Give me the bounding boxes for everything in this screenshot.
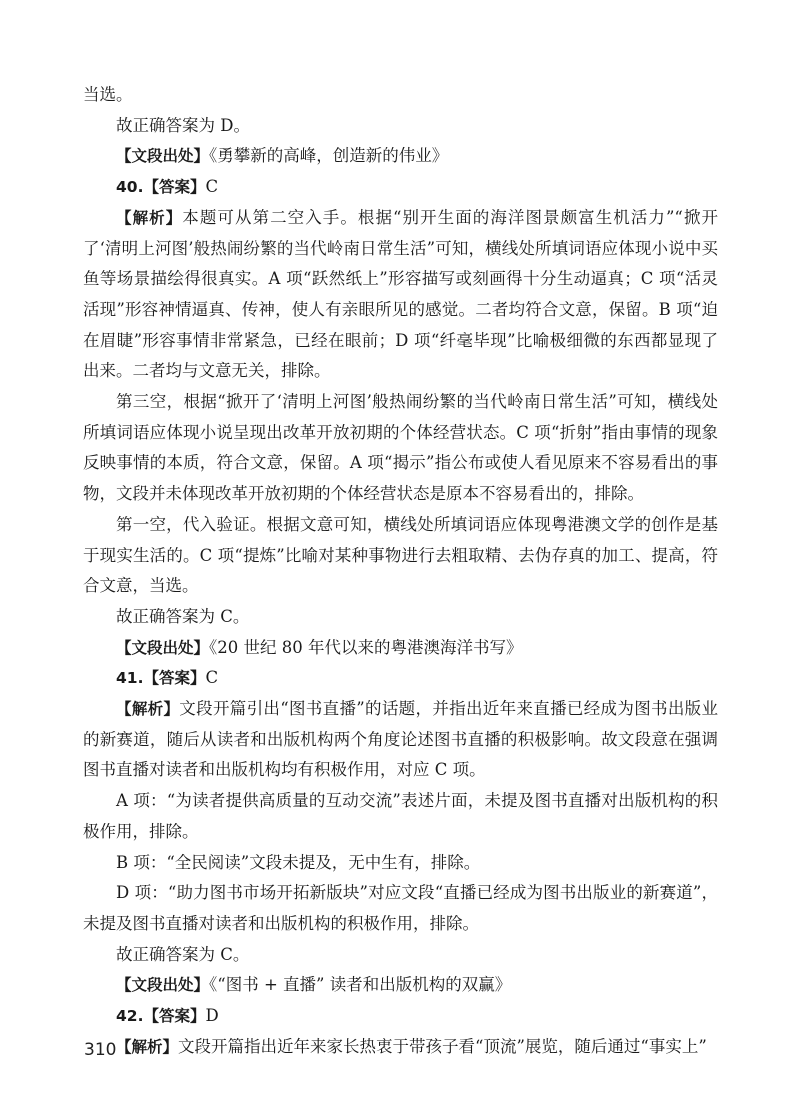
answer-label: 40.【答案】 xyxy=(116,178,206,197)
analysis-label: 【解析】 xyxy=(116,1037,179,1056)
analysis-q40-third-blank: 第三空，根据“掀开了‘清明上河图’般热闹纷繁的当代岭南日常生活”可知，横线处所填词语应体现小说呈现出改革开放初期的个体经营状态。C 项“折射”指由事情的现象反映事情的本质，符合文意，保留。A 项“揭示”指公布或使人看见原来不容易看出的事物，文段并未体现改革开放初期的个体经营状态是原本不容易看出的，排除。 xyxy=(83,392,718,504)
answer-explanation-page xyxy=(83,80,718,1063)
answer-label: 41.【答案】 xyxy=(116,669,206,688)
paragraph-continuation: 当选。 xyxy=(83,85,133,104)
answer-label: 42.【答案】 xyxy=(116,1007,206,1026)
answer-value: C xyxy=(205,668,219,688)
answer-value: C xyxy=(205,177,219,197)
analysis-q40-first-blank: 第一空，代入验证。根据文意可知，横线处所填词语应体现粤港澳文学的创作是基于现实生活的。C 项“提炼”比喻对某种事物进行去粗取精、去伪存真的加工、提高，符合文意，当选。 xyxy=(83,514,718,596)
analysis-label: 【解析】 xyxy=(116,700,180,719)
analysis-q42 xyxy=(83,1032,718,1063)
source-q41 xyxy=(83,970,718,1001)
analysis-text: 文段开篇指出近年来家长热衷于带孩子看“顶流”展览，随后通过“事实上” xyxy=(178,1036,707,1056)
page-number: 310 xyxy=(84,1040,117,1060)
analysis-q41 xyxy=(83,694,718,786)
source-q40 xyxy=(83,633,718,664)
source-title: 《20 世纪 80 年代以来的粤港澳海洋书写》 xyxy=(209,637,523,657)
answer-value: D xyxy=(205,1006,219,1026)
option-b-q41: B 项：“全民阅读”文段未提及，无中生有，排除。 xyxy=(116,852,481,872)
answer-q42 xyxy=(83,1001,718,1032)
source-label: 【文段出处】 xyxy=(116,147,210,166)
source-label: 【文段出处】 xyxy=(116,976,210,995)
conclusion-q40: 故正确答案为 C。 xyxy=(116,606,250,626)
analysis-text: 本题可从第二空入手。根据“别开生面的海洋图景颇富生机活力”“掀开了‘清明上河图’般热闹纷繁的当代岭南日常生活”可知，横线处所填词语应体现小说中买鱼等场景描绘得很真实。A 项“跃然纸上”形容描写或刻画得十分生动逼真；C 项“活灵活现”形容神情逼真、传神，使人有亲眼所见的感觉。二者均符合文意，保留。B 项“迫在眉睫”形容事情非常紧急，已经在眼前；D 项“纤毫毕现”比喻极细微的东西都显现了出来。二者均与文意无关，排除。 xyxy=(83,207,718,381)
conclusion-q41: 故正确答案为 C。 xyxy=(116,944,250,964)
analysis-text: 文段开篇引出“图书直播”的话题，并指出近年来直播已经成为图书出版业的新赛道，随后从读者和出版机构两个角度论述图书直播的积极影响。故文段意在强调图书直播对读者和出版机构均有积极作用，对应 C 项。 xyxy=(83,699,718,780)
option-a-q41: A 项：“为读者提供高质量的互动交流”表述片面，未提及图书直播对出版机构的积极作用，排除。 xyxy=(83,791,718,841)
source-title: 《“图书 + 直播” 读者和出版机构的双赢》 xyxy=(209,975,512,995)
conclusion-q39: 故正确答案为 D。 xyxy=(116,115,250,135)
answer-q40 xyxy=(83,172,718,203)
source-label: 【文段出处】 xyxy=(116,638,210,657)
analysis-q40 xyxy=(83,203,718,387)
analysis-label: 【解析】 xyxy=(116,208,183,227)
answer-q41 xyxy=(83,663,718,694)
option-d-q41: D 项：“助力图书市场开拓新版块”对应文段“直播已经成为图书出版业的新赛道”，未提及图书直播对读者和出版机构的积极作用，排除。 xyxy=(83,883,718,933)
source-title: 《勇攀新的高峰，创造新的伟业》 xyxy=(209,146,449,166)
source-q39 xyxy=(83,141,718,172)
